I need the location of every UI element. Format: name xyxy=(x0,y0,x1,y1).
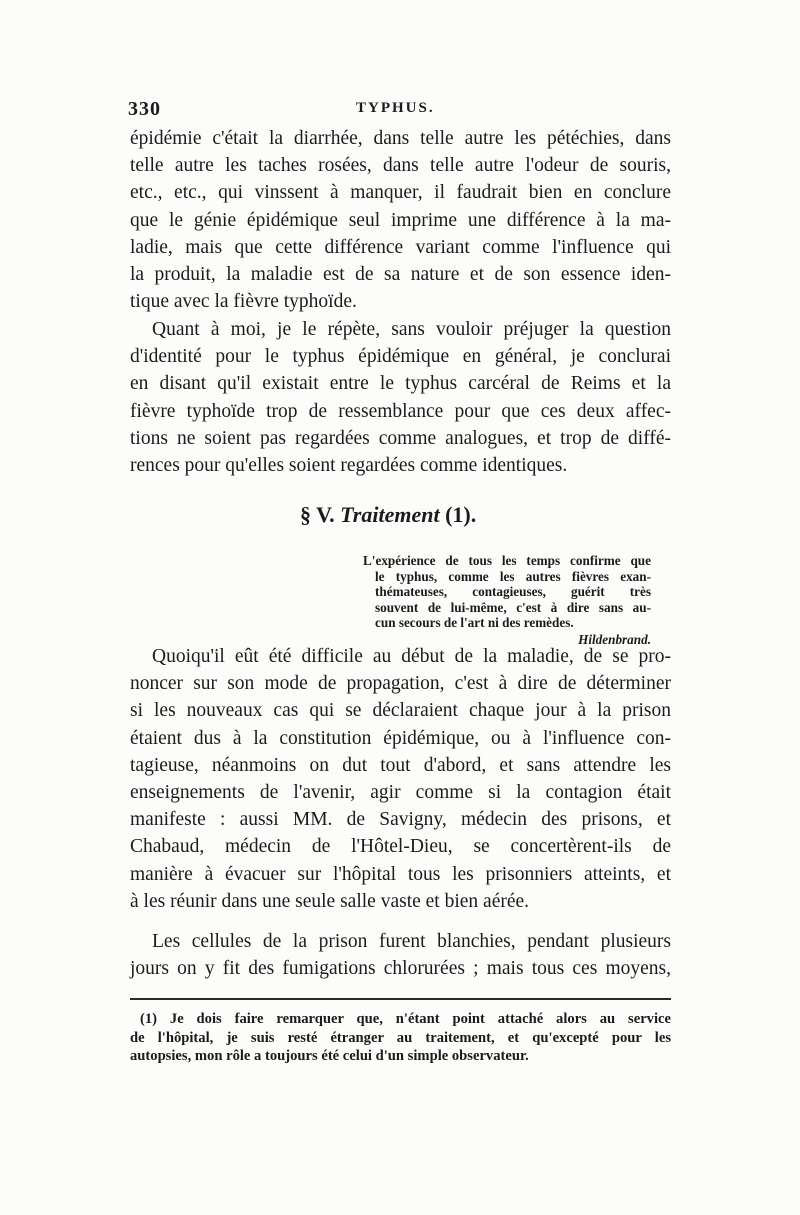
text-line: d'identité pour le typhus épidémique en général, je conclurai xyxy=(130,346,671,368)
text-line: Les cellules de la prison furent blanchies, pendant plusieurs xyxy=(152,931,671,952)
text-line: tagieuse, néanmoins on dut tout d'abord, et sans attendre les xyxy=(130,754,671,776)
text-line: fièvre typhoïde trop de ressemblance pour que ces deux affec- xyxy=(130,400,671,422)
text-line: manière à évacuer sur l'hôpital tous les prisonniers atteints, et xyxy=(130,863,671,885)
epigraph-author: Hildenbrand. xyxy=(578,631,651,647)
text-line: tions ne soient pas regardées comme analogues, et trop de diffé- xyxy=(130,427,671,449)
epigraph xyxy=(363,553,651,648)
text-line: tique avec la fièvre typhoïde. xyxy=(130,291,357,313)
text-line: épidémie c'était la diarrhée, dans telle autre les pétéchies, dans xyxy=(130,128,671,149)
text-line: ladie, mais que cette différence variant comme l'influence qui xyxy=(130,236,671,258)
epigraph-line: cun secours de l'art ni des remèdes. xyxy=(375,615,574,631)
paragraph-fumigation xyxy=(130,928,671,982)
text-line: la produit, la maladie est de sa nature et de son essence iden- xyxy=(130,263,671,285)
paragraph-identity-conclusion xyxy=(130,125,671,315)
section-heading xyxy=(300,502,476,528)
text-line: que le génie épidémique seul imprime une différence à la ma- xyxy=(130,209,671,231)
footnote xyxy=(130,1010,671,1066)
text-line: noncer sur son mode de propagation, c'est à dire de déterminer xyxy=(130,673,671,695)
running-head xyxy=(128,98,670,122)
text-line: étaient dus à la constitution épidémique, ou à l'influence con- xyxy=(130,727,671,749)
text-line: rences pour qu'elles soient regardées comme identiques. xyxy=(130,454,568,476)
text-line: telle autre les taches rosées, dans telle autre l'odeur de souris, xyxy=(130,155,671,177)
text-line: manifeste : aussi MM. de Savigny, médecin des prisons, et xyxy=(130,809,671,831)
text-line: en disant qu'il existait entre le typhus carcéral de Reims et la xyxy=(130,373,671,395)
footnote-rule xyxy=(130,998,671,1000)
text-line: Quoiqu'il eût été difficile au début de la maladie, de se pro- xyxy=(152,646,671,667)
text-line: Quant à moi, je le répète, sans vouloir préjuger la question xyxy=(152,319,671,340)
epigraph-line: thémateuses, contagieuses, guérit très xyxy=(375,584,651,600)
epigraph-line: le typhus, comme les autres fièvres exan- xyxy=(375,568,651,584)
text-line: si les nouveaux cas qui se déclaraient chaque jour à la prison xyxy=(130,700,671,722)
epigraph-line: L'expérience de tous les temps confirme que xyxy=(363,553,651,568)
footnote-line: (1) Je dois faire remarquer que, n'étant point attaché alors au service xyxy=(140,1011,671,1027)
paragraph-author-opinion xyxy=(130,316,671,479)
text-line: jours on y fit des fumigations chlorurées ; mais tous ces moyens, xyxy=(130,958,671,980)
section-number: § V. xyxy=(300,502,335,527)
paragraph-propagation xyxy=(130,643,671,915)
running-title: TYPHUS. xyxy=(356,100,435,116)
footnote-reference: (1). xyxy=(445,502,477,527)
text-line: à les réunir dans une seule salle vaste et bien aérée. xyxy=(130,890,530,912)
footnote-line: autopsies, mon rôle a toujours été celui d'un simple observateur. xyxy=(130,1048,529,1064)
text-line: etc., etc., qui vinssent à manquer, il faudrait bien en conclure xyxy=(130,182,671,204)
page-number: 330 xyxy=(128,98,161,120)
text-line: enseignements de l'avenir, agir comme si la contagion était xyxy=(130,781,671,803)
text-line: Chabaud, médecin de l'Hôtel-Dieu, se concertèrent-ils de xyxy=(130,836,671,858)
section-title: Traitement xyxy=(340,502,440,527)
footnote-line: de l'hôpital, je suis resté étranger au traitement, et qu'excepté pour les xyxy=(130,1029,671,1046)
epigraph-line: souvent de lui-même, c'est à dire sans au- xyxy=(375,599,651,615)
